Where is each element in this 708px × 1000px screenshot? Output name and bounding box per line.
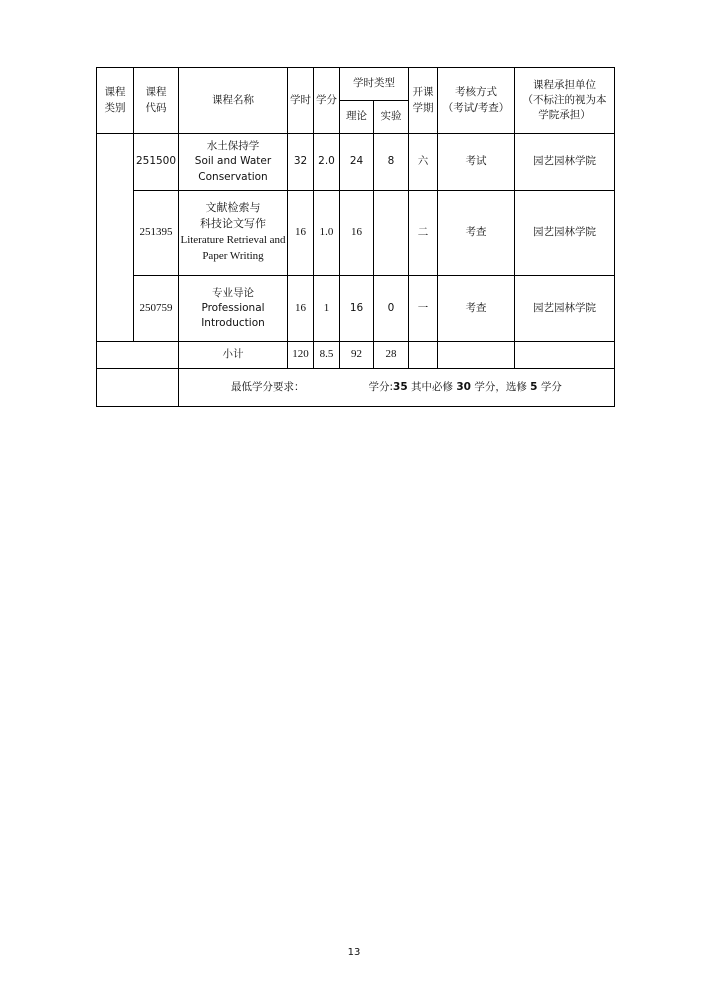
subtotal-theory: 92 — [340, 342, 374, 369]
course-unit: 园艺园林学院 — [515, 134, 615, 191]
header-code: 课程 代码 — [134, 68, 179, 134]
subtotal-unit — [515, 342, 615, 369]
category-cell — [97, 134, 134, 342]
course-code: 251395 — [134, 191, 179, 276]
course-hours: 16 — [288, 276, 314, 342]
course-lab: 0 — [374, 276, 409, 342]
course-hours: 32 — [288, 134, 314, 191]
subtotal-credits: 8.5 — [314, 342, 340, 369]
course-unit: 园艺园林学院 — [515, 191, 615, 276]
table-row — [97, 134, 615, 191]
header-theory: 理论 — [340, 101, 374, 134]
table-row — [97, 191, 615, 276]
min-credit-row — [97, 369, 615, 407]
course-assessment: 考查 — [438, 191, 515, 276]
header-assessment: 考核方式 （考试/考查） — [438, 68, 515, 134]
min-credit-label: 最低学分要求： — [231, 380, 305, 393]
min-credit-requirement — [179, 369, 615, 407]
course-credits: 1.0 — [314, 191, 340, 276]
course-code: 250759 — [134, 276, 179, 342]
subtotal-semester — [409, 342, 438, 369]
header-name: 课程名称 — [179, 68, 288, 134]
course-theory: 16 — [340, 276, 374, 342]
course-hours: 16 — [288, 191, 314, 276]
subtotal-label: 小计 — [179, 342, 288, 369]
table-row — [97, 276, 615, 342]
course-lab — [374, 191, 409, 276]
course-name: 专业导论 Professional Introduction — [179, 276, 288, 342]
subtotal-assessment — [438, 342, 515, 369]
course-credits: 1 — [314, 276, 340, 342]
course-credits: 2.0 — [314, 134, 340, 191]
subtotal-blank — [97, 342, 179, 369]
min-credit-detail: 学分:35 其中必修 30 学分，选修 5 学分 — [368, 380, 562, 393]
min-credit-blank — [97, 369, 179, 407]
course-name: 水土保持学 Soil and Water Conservation — [179, 134, 288, 191]
header-credits: 学分 — [314, 68, 340, 134]
subtotal-hours: 120 — [288, 342, 314, 369]
course-semester: 六 — [409, 134, 438, 191]
course-table — [96, 67, 615, 407]
course-semester: 二 — [409, 191, 438, 276]
header-row — [97, 68, 615, 101]
header-unit: 课程承担单位 （不标注的视为本 学院承担） — [515, 68, 615, 134]
header-category: 课程 类别 — [97, 68, 134, 134]
header-hours: 学时 — [288, 68, 314, 134]
page-number: 13 — [347, 947, 361, 958]
course-code: 251500 — [134, 134, 179, 191]
course-name: 文献检索与 科技论文写作 Literature Retrieval and Paper Writing — [179, 191, 288, 276]
course-lab: 8 — [374, 134, 409, 191]
course-assessment: 考查 — [438, 276, 515, 342]
header-semester: 开课 学期 — [409, 68, 438, 134]
subtotal-lab: 28 — [374, 342, 409, 369]
header-hour-type: 学时类型 — [340, 68, 409, 101]
header-lab: 实验 — [374, 101, 409, 134]
course-theory: 16 — [340, 191, 374, 276]
course-assessment: 考试 — [438, 134, 515, 191]
course-semester: 一 — [409, 276, 438, 342]
subtotal-row — [97, 342, 615, 369]
course-unit: 园艺园林学院 — [515, 276, 615, 342]
course-theory: 24 — [340, 134, 374, 191]
